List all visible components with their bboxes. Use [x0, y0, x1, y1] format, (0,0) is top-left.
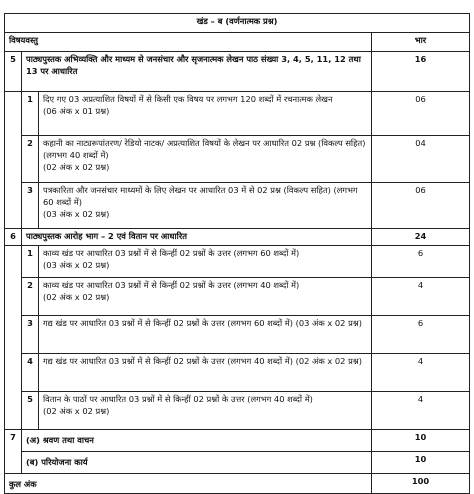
item-text — [39, 183, 372, 229]
item-description: गद्य खंड पर आधारित 03 प्रश्नों में से किन्हीं 02 प्रश्नों के उत्तर (लगभग 40 शब्दों में) (02 अंक x 02 प्रश्न) — [43, 355, 362, 366]
item-marks: 6 — [372, 245, 470, 277]
item-number: 2 — [22, 136, 39, 183]
syllabus-table — [4, 13, 470, 494]
project-work-label: (ब) परियोजना कार्य — [22, 451, 372, 473]
item-description: पत्रकारिता और जनसंचार माध्यमों के लिए लेखन पर आधारित 03 में से 02 प्रश्न (विकल्प सहित) (लगभग 60 शब्दों में) — [43, 185, 358, 207]
unit-marks: 24 — [372, 229, 470, 246]
project-work-marks: 10 — [372, 451, 470, 473]
item-number: 5 — [22, 391, 39, 429]
item-text — [39, 92, 372, 136]
item-note: (02 अंक x 02 प्रश्न) — [43, 405, 110, 416]
unit-number: 7 — [5, 429, 22, 473]
unit-row — [5, 451, 470, 473]
item-note: (02 अंक x 02 प्रश्न) — [43, 161, 110, 172]
item-note: (06 अंक x 01 प्रश्न) — [43, 105, 110, 116]
item-description: दिए गए 03 अप्रत्याशित विषयों में से किसी एक विषय पर लगभग 120 शब्दों में रचनात्मक लेखन — [43, 94, 333, 104]
unit-marks: 16 — [372, 52, 470, 92]
item-description: गद्य खंड पर आधारित 03 प्रश्नों में से किन्हीं 02 प्रश्नों के उत्तर (लगभग 60 शब्दों में) (03 अंक x 02 प्रश्न) — [43, 317, 362, 328]
item-marks: 04 — [372, 136, 470, 183]
table-row — [5, 183, 470, 229]
item-description: काव्य खंड पर आधारित 03 प्रश्नों में से किन्हीं 02 प्रश्नों के उत्तर (लगभग 40 शब्दों में) — [43, 279, 300, 290]
item-text — [39, 136, 372, 183]
item-text — [39, 391, 372, 429]
unit-number: 5 — [5, 52, 22, 92]
item-note: (02 अंक x 02 प्रश्न) — [43, 291, 110, 302]
table-row — [5, 391, 470, 429]
item-marks: 6 — [372, 315, 470, 353]
item-note: (03 अंक x 02 प्रश्न) — [43, 259, 110, 270]
item-number: 3 — [22, 183, 39, 229]
column-header-row — [5, 33, 470, 52]
unit-title: पाठ्यपुस्तक आरोह भाग – 2 एवं वितान पर आधारित — [22, 229, 372, 246]
item-marks: 06 — [372, 92, 470, 136]
listening-speaking-marks: 10 — [372, 429, 470, 451]
item-number: 1 — [22, 92, 39, 136]
unit-number: 6 — [5, 229, 22, 246]
item-marks: 06 — [372, 183, 470, 229]
item-marks: 4 — [372, 391, 470, 429]
weight-header: भार — [372, 33, 470, 52]
total-label: कुल अंक — [5, 473, 372, 493]
item-marks: 4 — [372, 277, 470, 315]
item-marks: 4 — [372, 353, 470, 391]
unit-row — [5, 429, 470, 451]
item-text — [39, 315, 372, 353]
section-heading-row — [5, 14, 470, 33]
table-row — [5, 245, 470, 277]
listening-speaking-label: (अ) श्रवण तथा वाचन — [22, 429, 372, 451]
item-description: वितान के पाठों पर आधारित 03 प्रश्नों में से किन्हीं 02 प्रश्नों के उत्तर (लगभग 40 शब्दों में) — [43, 393, 313, 404]
total-marks: 100 — [372, 473, 470, 493]
item-description: काव्य खंड पर आधारित 03 प्रश्नों में से किन्हीं 02 प्रश्नों के उत्तर (लगभग 60 शब्दों में) — [43, 247, 300, 258]
unit-title: पाठ्यपुस्तक अभिव्यक्ति और माध्यम से जनसंचार और सृजनात्मक लेखन पाठ संख्या 3, 4, 5, 11, 12 तथा 13 पर आधारित — [22, 52, 372, 92]
subject-header: विषयवस्तु — [5, 33, 372, 52]
section-title: खंड – ब (वर्णनात्मक प्रश्न) — [5, 14, 470, 33]
table-row — [5, 92, 470, 136]
item-number: 3 — [22, 315, 39, 353]
item-number: 1 — [22, 245, 39, 277]
table-row — [5, 136, 470, 183]
item-number: 4 — [22, 353, 39, 391]
item-text — [39, 353, 372, 391]
item-text — [39, 245, 372, 277]
item-note: (03 अंक x 02 प्रश्न) — [43, 208, 110, 219]
table-row — [5, 353, 470, 391]
unit-row — [5, 229, 470, 246]
item-number: 2 — [22, 277, 39, 315]
table-row — [5, 277, 470, 315]
item-text — [39, 277, 372, 315]
table-row — [5, 315, 470, 353]
unit-row — [5, 52, 470, 92]
item-description: कहानी का नाट्यरूपांतरण/ रेडियो नाटक/ अप्रत्याशित विषयों के लेखन पर आधारित 02 प्रश्न (विकल्प सहित) (लगभग 40 शब्दों में) — [43, 138, 366, 160]
total-row — [5, 473, 470, 493]
